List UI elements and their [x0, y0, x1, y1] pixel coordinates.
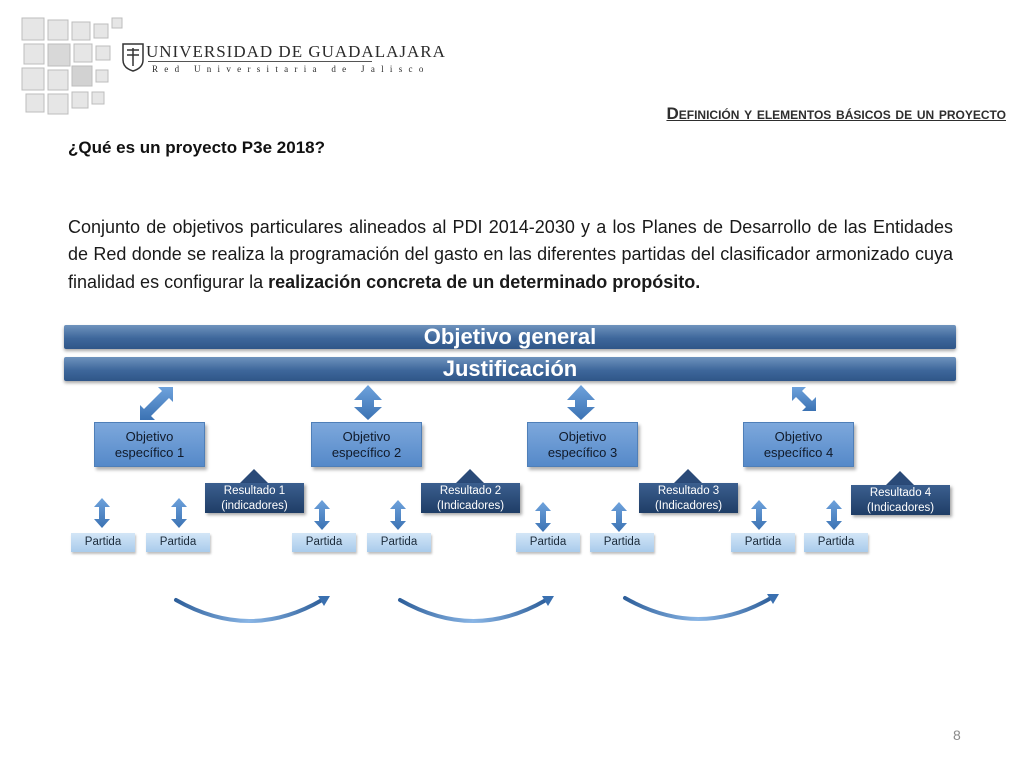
resultado-2-title: Resultado 2	[439, 484, 502, 497]
university-subtitle: Red Universitaria de Jalisco	[152, 64, 430, 74]
resultado-4-title: Resultado 4	[869, 486, 932, 499]
arrow-to-objetivo-4	[792, 387, 816, 411]
resultado-4-pointer	[886, 471, 914, 485]
resultado-3-pointer	[674, 469, 702, 483]
resultado-2-pointer	[456, 469, 484, 483]
partida-arrow-7	[751, 500, 767, 530]
partida-arrow-6	[611, 502, 627, 532]
curved-arrow-2	[400, 600, 546, 621]
resultado-1-title: Resultado 1	[223, 484, 286, 497]
resultado-4-subtitle: (Indicadores)	[866, 501, 935, 514]
partida-7: Partida	[731, 533, 795, 552]
partida-5: Partida	[516, 533, 580, 552]
objetivo-especifico-2: Objetivo específico 2	[311, 422, 422, 467]
definition-bold-text: realización concreta de un determinado propósito.	[268, 271, 701, 292]
resultado-3-subtitle: (Indicadores)	[654, 499, 723, 512]
section-title: Definición y elementos básicos de un proyecto	[666, 104, 1006, 123]
resultado-1-subtitle: (indicadores)	[221, 499, 288, 512]
resultado-3	[639, 483, 738, 513]
resultado-3-title: Resultado 3	[657, 484, 720, 497]
definition-text: Conjunto de objetivos particulares alineados al PDI 2014-2030 y a los Planes de Desarrollo de las Entidades de Red donde se realiza la programación del gasto en las diferentes partidas del clasificador armonizado cuya finalidad es configurar la	[68, 217, 953, 292]
partida-2: Partida	[146, 533, 210, 552]
question-heading: ¿Qué es un proyecto P3e 2018?	[68, 138, 325, 157]
objetivo-especifico-4: Objetivo específico 4	[743, 422, 854, 467]
partida-arrow-2	[171, 498, 187, 528]
resultado-2	[421, 483, 520, 513]
arrow-to-objetivo-1	[140, 387, 173, 420]
resultado-4	[851, 485, 950, 515]
partida-3: Partida	[292, 533, 356, 552]
curved-arrow-3	[625, 598, 771, 619]
justificacion-band: Justificación	[64, 357, 956, 381]
objetivo-especifico-3: Objetivo específico 3	[527, 422, 638, 467]
resultado-1-pointer	[240, 469, 268, 483]
page-number: 8	[953, 727, 961, 743]
partida-4: Partida	[367, 533, 431, 552]
partida-arrow-1	[94, 498, 110, 528]
curved-arrow-1	[176, 600, 322, 621]
resultado-2-subtitle: (Indicadores)	[436, 499, 505, 512]
university-name: UNIVERSIDAD DE GUADALAJARA	[146, 42, 446, 61]
arrow-to-objetivo-3	[567, 385, 595, 420]
arrow-to-objetivo-2	[354, 385, 382, 420]
partida-arrow-4	[390, 500, 406, 530]
objetivo-especifico-1: Objetivo específico 1	[94, 422, 205, 467]
partida-arrow-8	[826, 500, 842, 530]
objetivo-general-band: Objetivo general	[64, 325, 956, 349]
partida-arrow-3	[314, 500, 330, 530]
partida-8: Partida	[804, 533, 868, 552]
partida-arrow-5	[535, 502, 551, 532]
partida-6: Partida	[590, 533, 654, 552]
partida-1: Partida	[71, 533, 135, 552]
resultado-1	[205, 483, 304, 513]
